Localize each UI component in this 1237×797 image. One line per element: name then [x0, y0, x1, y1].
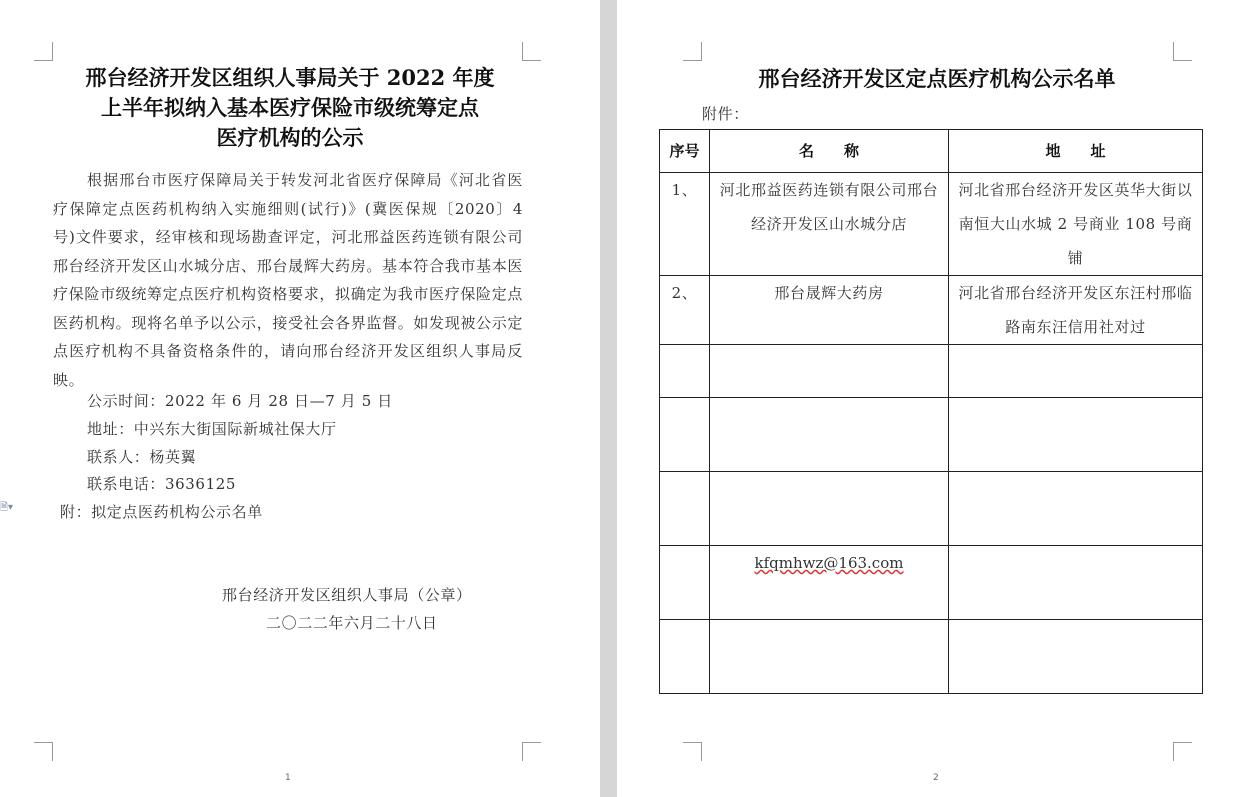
document-options-icon[interactable]: 🗎▾: [0, 502, 14, 513]
corner-mark-top-left: [34, 42, 53, 61]
signature-org: 邢台经济开发区组织人事局（公章）: [222, 586, 472, 604]
header-address: 地 址: [949, 130, 1203, 173]
cell-address: [949, 472, 1203, 546]
page-2: [617, 0, 1237, 797]
list-title: 邢台经济开发区定点医疗机构公示名单: [758, 66, 1116, 91]
cell-number: [660, 620, 710, 694]
corner-mark-top-right: [1173, 42, 1192, 61]
notice-contact: 联系人：杨英翼: [87, 448, 197, 466]
cell-address: [949, 398, 1203, 472]
cell-address: [949, 546, 1203, 620]
corner-mark-bottom-left: [34, 742, 53, 761]
corner-mark-top-left: [683, 42, 702, 61]
page-number-2: 2: [933, 773, 939, 783]
cell-address: [949, 345, 1203, 398]
notice-address: 地址：中兴东大街国际新城社保大厅: [87, 420, 337, 438]
cell-number: [660, 546, 710, 620]
cell-number: [660, 398, 710, 472]
corner-mark-top-right: [522, 42, 541, 61]
title-line-3: 医疗机构的公示: [216, 125, 364, 150]
title-line-2: 上半年拟纳入基本医疗保险市级统筹定点: [101, 95, 479, 120]
cell-number: 1、: [660, 173, 710, 276]
table-row: [660, 173, 1203, 276]
header-number: 序号: [660, 130, 710, 173]
cell-name: [710, 472, 949, 546]
cell-address: 河北省邢台经济开发区英华大街以南恒大山水城 2 号商业 108 号商铺: [949, 173, 1203, 276]
page-number-1: 1: [285, 773, 291, 783]
corner-mark-bottom-right: [1173, 742, 1192, 761]
notice-title: [40, 63, 540, 153]
cell-name: [710, 620, 949, 694]
table-header-row: [660, 130, 1203, 173]
table-row: [660, 546, 1203, 620]
institution-table: [659, 129, 1203, 694]
corner-mark-bottom-right: [522, 742, 541, 761]
corner-mark-bottom-left: [683, 742, 702, 761]
cell-number: [660, 472, 710, 546]
header-name: 名 称: [710, 130, 949, 173]
email-text: kfqmhwz@163.com: [754, 554, 904, 572]
cell-address: 河北省邢台经济开发区东汪村邢临路南东汪信用社对过: [949, 276, 1203, 345]
signature-date: 二〇二二年六月二十八日: [266, 614, 438, 632]
table-row: [660, 620, 1203, 694]
table-row: [660, 472, 1203, 546]
cell-number: 2、: [660, 276, 710, 345]
notice-time: 公示时间：2022 年 6 月 28 日—7 月 5 日: [87, 392, 393, 410]
cell-name: [710, 398, 949, 472]
notice-phone: 联系电话：3636125: [87, 475, 237, 493]
page-1: [0, 0, 600, 797]
attachment-label: 附件：: [702, 105, 749, 123]
table-row: [660, 345, 1203, 398]
cell-name: [710, 345, 949, 398]
table-row: [660, 276, 1203, 345]
table-row: [660, 398, 1203, 472]
cell-name: 邢台晟辉大药房: [710, 276, 949, 345]
notice-attachment: 附：拟定点医药机构公示名单: [60, 503, 263, 521]
notice-paragraph: 根据邢台市医疗保障局关于转发河北省医疗保障局《河北省医疗保障定点医药机构纳入实施细则(试行)》(冀医保规〔2020〕4 号)文件要求，经审核和现场勘查评定，河北邢益医药连锁有限公司邢台经济开发区山水城分店、邢台晟辉大药房。基本符合我市基本医疗保险市级统筹定点医疗机构资格要求，拟确定为我市医疗保险定点医药机构。现将名单予以公示，接受社会各界监督。如发现被公示定点医疗机构不具备资格条件的，请向邢台经济开发区组织人事局反映。: [53, 171, 523, 389]
title-line-1: 邢台经济开发区组织人事局关于 2022 年度: [85, 65, 495, 90]
cell-name: 河北邢益医药连锁有限公司邢台经济开发区山水城分店: [710, 173, 949, 276]
cell-address: [949, 620, 1203, 694]
cell-name: [710, 546, 949, 620]
cell-number: [660, 345, 710, 398]
